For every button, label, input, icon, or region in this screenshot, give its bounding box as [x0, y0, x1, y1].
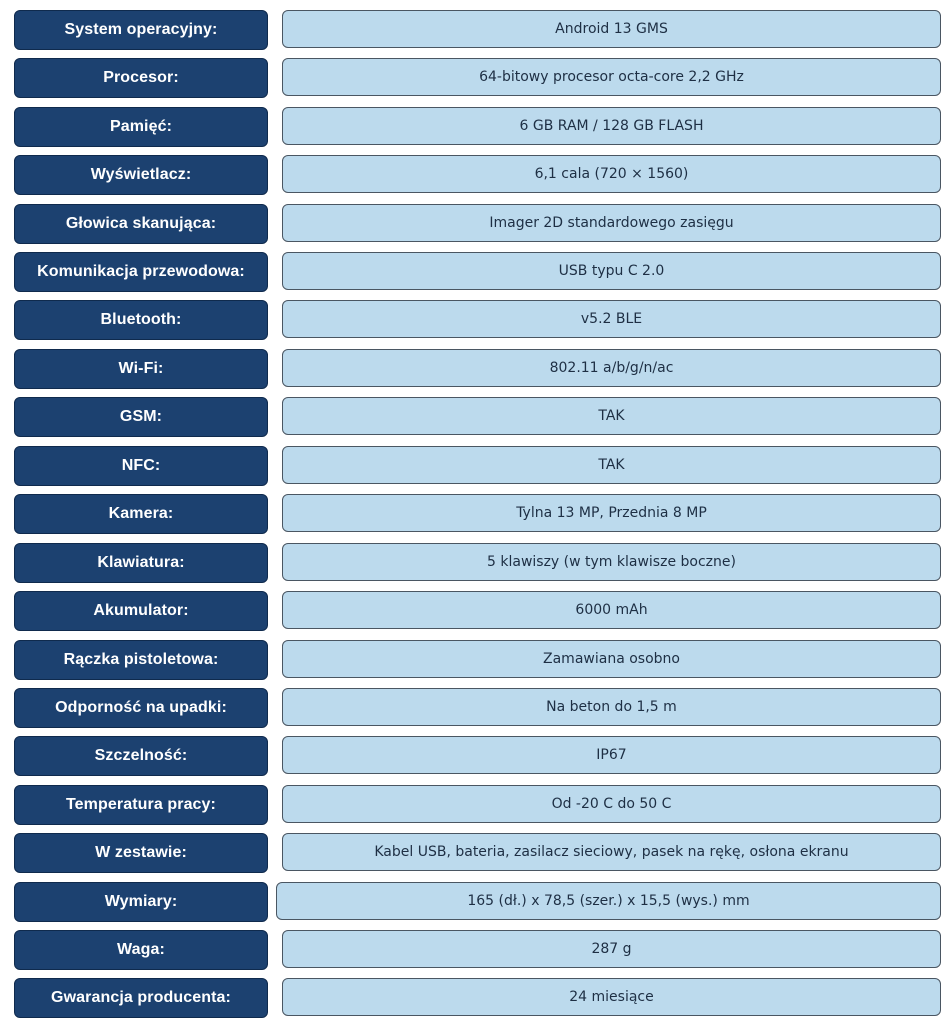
spec-value: 6 GB RAM / 128 GB FLASH	[282, 107, 941, 145]
spec-label: Gwarancja producenta:	[14, 978, 268, 1018]
spec-row-sealing	[0, 736, 945, 778]
spec-label: Wi-Fi:	[14, 349, 268, 389]
spec-value: USB typu C 2.0	[282, 252, 941, 290]
spec-label: Wyświetlacz:	[14, 155, 268, 195]
spec-value: v5.2 BLE	[282, 300, 941, 338]
spec-label: Odporność na upadki:	[14, 688, 268, 728]
spec-value: 802.11 a/b/g/n/ac	[282, 349, 941, 387]
spec-row-dimensions	[0, 882, 945, 924]
spec-row-wired	[0, 252, 945, 294]
spec-row-pistol-grip	[0, 640, 945, 682]
spec-row-drop	[0, 688, 945, 730]
spec-value: 6,1 cala (720 × 1560)	[282, 155, 941, 193]
spec-label: Rączka pistoletowa:	[14, 640, 268, 680]
spec-row-weight	[0, 930, 945, 972]
spec-row-battery	[0, 591, 945, 633]
spec-value: IP67	[282, 736, 941, 774]
spec-row-wifi	[0, 349, 945, 391]
spec-label: Waga:	[14, 930, 268, 970]
spec-row-gsm	[0, 397, 945, 439]
spec-row-warranty	[0, 978, 945, 1020]
spec-value: Imager 2D standardowego zasięgu	[282, 204, 941, 242]
spec-label: Akumulator:	[14, 591, 268, 631]
spec-value: Android 13 GMS	[282, 10, 941, 48]
spec-row-camera	[0, 494, 945, 536]
spec-label: Głowica skanująca:	[14, 204, 268, 244]
spec-label: Wymiary:	[14, 882, 268, 922]
spec-label: Kamera:	[14, 494, 268, 534]
spec-row-package	[0, 833, 945, 875]
spec-row-scanner	[0, 204, 945, 246]
spec-label: Szczelność:	[14, 736, 268, 776]
spec-value: Kabel USB, bateria, zasilacz sieciowy, pasek na rękę, osłona ekranu	[282, 833, 941, 871]
spec-value: 64-bitowy procesor octa-core 2,2 GHz	[282, 58, 941, 96]
spec-row-nfc	[0, 446, 945, 488]
spec-value: 165 (dł.) x 78,5 (szer.) x 15,5 (wys.) mm	[276, 882, 941, 920]
spec-label: System operacyjny:	[14, 10, 268, 50]
spec-value: Tylna 13 MP, Przednia 8 MP	[282, 494, 941, 532]
spec-row-display	[0, 155, 945, 197]
spec-value: 24 miesiące	[282, 978, 941, 1016]
spec-value: Na beton do 1,5 m	[282, 688, 941, 726]
spec-value: 287 g	[282, 930, 941, 968]
spec-value: 6000 mAh	[282, 591, 941, 629]
spec-value: 5 klawiszy (w tym klawisze boczne)	[282, 543, 941, 581]
spec-label: W zestawie:	[14, 833, 268, 873]
spec-label: Bluetooth:	[14, 300, 268, 340]
spec-label: Temperatura pracy:	[14, 785, 268, 825]
spec-label: Komunikacja przewodowa:	[14, 252, 268, 292]
spec-label: GSM:	[14, 397, 268, 437]
spec-row-memory	[0, 107, 945, 149]
spec-value: Zamawiana osobno	[282, 640, 941, 678]
spec-label: Procesor:	[14, 58, 268, 98]
spec-row-processor	[0, 58, 945, 100]
spec-row-temperature	[0, 785, 945, 827]
spec-value: TAK	[282, 397, 941, 435]
spec-row-keyboard	[0, 543, 945, 585]
spec-label: Klawiatura:	[14, 543, 268, 583]
spec-label: NFC:	[14, 446, 268, 486]
spec-value: Od -20 C do 50 C	[282, 785, 941, 823]
spec-row-system	[0, 10, 945, 52]
spec-value: TAK	[282, 446, 941, 484]
spec-row-bluetooth	[0, 300, 945, 342]
spec-label: Pamięć:	[14, 107, 268, 147]
